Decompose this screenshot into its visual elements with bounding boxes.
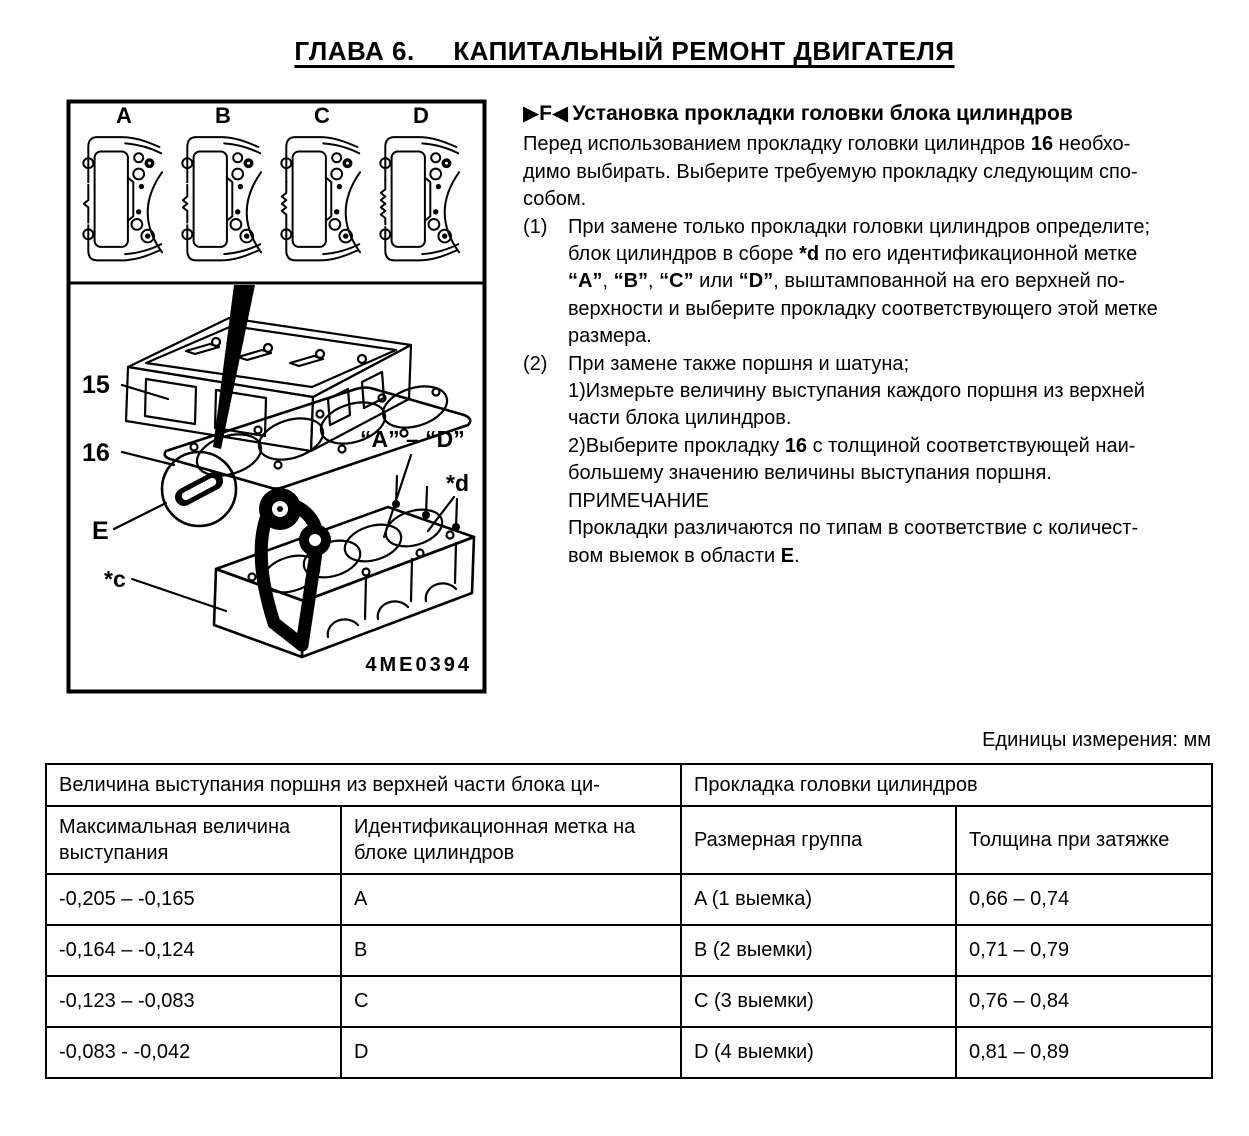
units-label: Единицы измерения: мм [982,729,1211,751]
table-cell: D (4 выемки) [681,1027,956,1078]
table-cell: -0,123 – -0,083 [46,976,341,1027]
text-line: части блока цилиндров. [568,407,792,430]
table-cell: 0,66 – 0,74 [956,874,1212,925]
text-line: большему значению величины выступания поршня. [568,462,1052,485]
text-line: собом. [523,188,587,211]
list-item-1 [523,214,1229,351]
text-line: Прокладки различаются по типам в соответствие с количест- [568,517,1139,540]
text-line: вом выемок в области E. [568,544,800,567]
text-line: 1)Измерьте величину выступания каждого поршня из верхней [568,380,1145,403]
table-cell: -0,083 - -0,042 [46,1027,341,1078]
table-cell: C [341,976,681,1027]
text-line: 2)Выберите прокладку 16 с толщиной соответствующей наи- [568,434,1136,457]
figure-head-gasket-selection [66,99,487,694]
callout-15: 15 [82,371,110,399]
list-item-2-body [568,351,1229,488]
text-line: димо выбирать. Выберите требуемую прокладку следующим спо- [523,160,1138,183]
col-header-id-mark: Идентификационная метка на блоке цилиндров [341,806,681,874]
table-cell: -0,205 – -0,165 [46,874,341,925]
text-line: верхности и выберите прокладку соответствующего этой метке [568,297,1158,320]
text-line: “A”, “B”, “C” или “D”, выштампованной на его верхней по- [568,270,1125,293]
section-heading-text: Установка прокладки головки блока цилиндров [572,102,1073,125]
instruction-column [523,100,1229,570]
section-heading [523,100,1229,127]
callout-d: *d [446,470,469,496]
callout-16: 16 [82,439,110,467]
callout-c: *c [104,566,126,592]
gasket-label-c: C [314,103,330,128]
callout-mark-range: “A” – “D” [360,426,465,452]
text-line: При замене также поршня и шатуна; [568,352,910,375]
callout-e: E [92,517,109,545]
table-row [46,976,1212,1027]
list-item-1-number: (1) [523,215,548,238]
note-heading: ПРИМЕЧАНИЕ [568,489,709,512]
col-header-size-group: Размерная группа [681,806,956,874]
col-header-max-protrusion: Максимальная величина выступания [46,806,341,874]
table-cell: B (2 выемки) [681,925,956,976]
list-item-1-body [568,214,1229,351]
figure-frame [69,102,485,692]
list-item-2 [523,351,1229,488]
intro-paragraph [523,131,1229,213]
col-header-tightened-thickness: Толщина при затяжке [956,806,1212,874]
text-line: Перед использованием прокладку головки цилиндров 16 необхо- [523,133,1131,156]
section-marker: ▶F◀ [523,102,569,125]
text-line: блок цилиндров в сборе *d по его идентификационной метке [568,243,1138,266]
table-cell: C (3 выемки) [681,976,956,1027]
table-cell: 0,81 – 0,89 [956,1027,1212,1078]
page-title: ГЛАВА 6. КАПИТАЛЬНЫЙ РЕМОНТ ДВИГАТЕЛЯ [294,36,955,66]
table-group-header-row [46,764,1212,806]
table-subheader-row [46,806,1212,874]
table-cell: A [341,874,681,925]
table-cell: A (1 выемка) [681,874,956,925]
table-row [46,925,1212,976]
figure-code: 4ME0394 [365,654,472,676]
table-cell: 0,71 – 0,79 [956,925,1212,976]
gasket-label-b: B [215,103,231,128]
gasket-label-d: D [413,103,429,128]
list-item-2-number: (2) [523,352,548,375]
note-text [568,515,1229,570]
table-cell: -0,164 – -0,124 [46,925,341,976]
gasket-selection-table [45,763,1213,1079]
table-cell: B [341,925,681,976]
table-cell: 0,76 – 0,84 [956,976,1212,1027]
table-row [46,874,1212,925]
group-header-piston-protrusion: Величина выступания поршня из верхней части блока ци- [46,764,681,806]
text-line: размера. [568,325,652,348]
text-line: При замене только прокладки головки цилиндров определите; [568,215,1151,238]
table-cell: D [341,1027,681,1078]
group-header-head-gasket: Прокладка головки цилиндров [681,764,1212,806]
gasket-label-a: A [116,103,132,128]
table-row [46,1027,1212,1078]
